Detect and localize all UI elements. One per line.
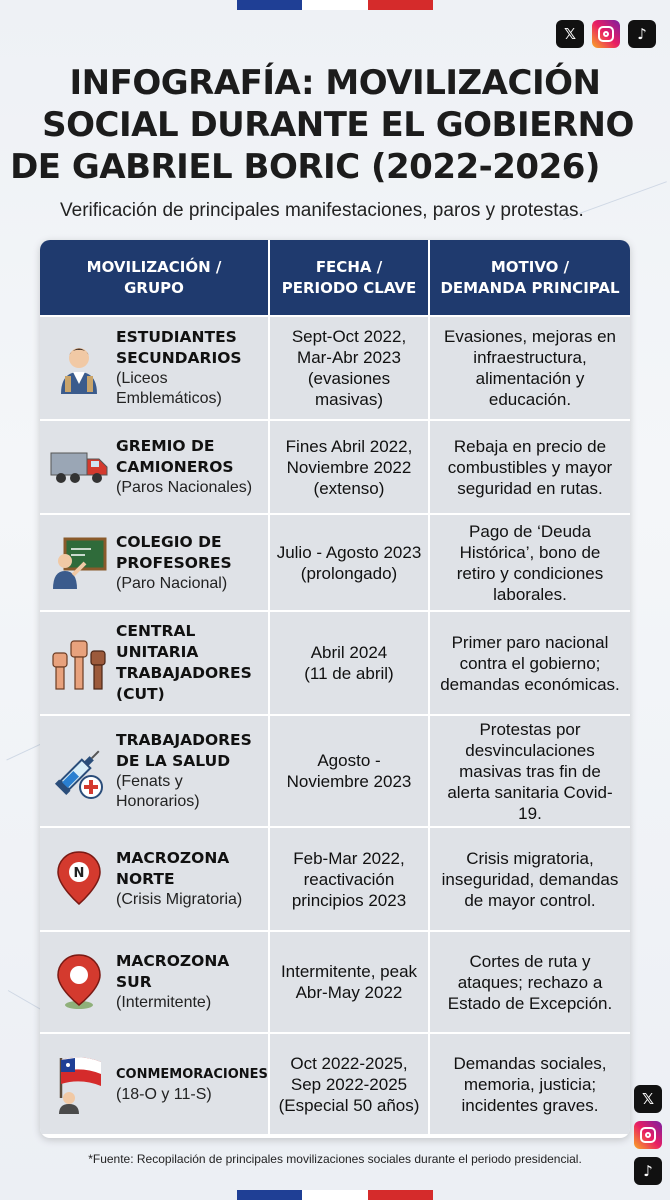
date-cell (270, 421, 430, 513)
svg-text:N: N (73, 866, 85, 881)
group-name: GREMIO DE CAMIONEROS (116, 437, 234, 476)
header-group: MOVILIZACIÓN / GRUPO (40, 240, 270, 315)
date-text: Intermitente, peak Abr-May 2022 (280, 962, 418, 1002)
group-subtitle: (Crisis Migratoria) (116, 891, 243, 908)
date-cell (270, 317, 430, 419)
group-cell (40, 515, 270, 610)
date-cell (270, 932, 430, 1032)
group-name: CONMEMORACIONES (116, 1066, 268, 1082)
title-line: DE GABRIEL BORIC (2022-2026) (10, 147, 600, 187)
flag-bar-bottom (237, 1190, 433, 1200)
tiktok-icon[interactable]: ♪ (628, 20, 656, 48)
motive-text: Crisis migratoria, inseguridad, demandas de mayor control. (441, 848, 619, 910)
motive-cell (430, 932, 630, 1032)
group-text (110, 1064, 268, 1105)
table-body (40, 315, 630, 1134)
date-text: Fines Abril 2022, Noviembre 2022 (extenso) (285, 436, 413, 498)
group-text (110, 848, 242, 910)
motive-text: Cortes de ruta y ataques; rechazo a Estado de Excepción. (447, 951, 613, 1013)
teacher-icon (48, 532, 110, 594)
motive-text: Evasiones, mejoras en infraestructura, alimentación y educación. (444, 327, 616, 409)
chile-flag-icon (48, 1053, 110, 1115)
table-row (40, 714, 630, 826)
flag-bar-top (237, 0, 433, 10)
instagram-icon[interactable] (592, 20, 620, 48)
page-title (0, 62, 670, 188)
group-cell (40, 421, 270, 513)
student-icon (48, 337, 110, 399)
date-cell (270, 515, 430, 610)
table-row (40, 610, 630, 714)
motive-cell (430, 1034, 630, 1134)
social-links-side (634, 1085, 662, 1185)
group-subtitle: (Fenats y Honorarios) (116, 773, 200, 810)
truck-icon (48, 436, 110, 498)
motive-cell (430, 317, 630, 419)
date-cell (270, 1034, 430, 1134)
social-links-top (556, 20, 656, 48)
motive-text: Primer paro nacional contra el gobierno; demandas económicas. (440, 632, 620, 694)
motive-cell (430, 716, 630, 826)
group-name: MACROZONA NORTE (116, 849, 230, 888)
motive-cell (430, 828, 630, 930)
motive-cell (430, 612, 630, 714)
date-text: Feb-Mar 2022, reactivación principios 2023 (291, 848, 407, 910)
date-cell (270, 612, 430, 714)
header-motive: MOTIVO / DEMANDA PRINCIPAL (430, 240, 630, 315)
page-subtitle: Verificación de principales manifestaciones, paros y protestas. (60, 200, 584, 221)
tiktok-icon[interactable]: ♪ (634, 1157, 662, 1185)
group-name: MACROZONA SUR (116, 952, 230, 991)
group-cell (40, 317, 270, 419)
group-subtitle: (18-O y 11-S) (116, 1085, 212, 1103)
group-name: COLEGIO DE PROFESORES (116, 532, 232, 572)
group-cell (40, 828, 270, 930)
motive-cell (430, 515, 630, 610)
table-row (40, 513, 630, 610)
title-line: INFOGRAFÍA: MOVILIZACIÓN (69, 63, 601, 103)
group-text (110, 951, 268, 1013)
raised-fists-icon (48, 632, 110, 694)
instagram-icon[interactable] (634, 1121, 662, 1149)
group-text (110, 730, 252, 812)
group-text (110, 436, 252, 498)
map-pin-south-icon (48, 951, 110, 1013)
table-row (40, 419, 630, 513)
source-footnote: *Fuente: Recopilación de principales movilizaciones sociales durante el periodo presidencial. (88, 1152, 582, 1166)
date-text: Abril 2024 (11 de abril) (304, 643, 394, 683)
group-name: TRABAJADORES DE LA SALUD (116, 731, 252, 770)
group-cell (40, 932, 270, 1032)
mobilization-table (40, 240, 630, 1138)
table-row (40, 826, 630, 930)
date-text: Sept-Oct 2022, Mar-Abr 2023 (evasiones masivas) (291, 327, 407, 409)
syringe-icon (48, 740, 110, 802)
date-cell (270, 828, 430, 930)
group-cell (40, 716, 270, 826)
group-cell (40, 612, 270, 714)
group-subtitle: (Intermitente) (116, 994, 212, 1011)
group-text (110, 327, 242, 409)
group-text (110, 621, 252, 705)
date-text: Julio - Agosto 2023 (prolongado) (276, 542, 422, 583)
x-icon[interactable]: 𝕏 (556, 20, 584, 48)
table-row (40, 315, 630, 419)
motive-text: Demandas sociales, memoria, justicia; incidentes graves. (453, 1053, 607, 1115)
header-date: FECHA / PERIODO CLAVE (270, 240, 430, 315)
group-subtitle: (Paro Nacional) (116, 574, 228, 592)
table-row (40, 930, 630, 1032)
x-icon[interactable]: 𝕏 (634, 1085, 662, 1113)
group-cell (40, 1034, 270, 1134)
group-name: CENTRAL UNITARIA TRABAJADORES (CUT) (116, 622, 252, 703)
motive-cell (430, 421, 630, 513)
motive-text: Rebaja en precio de combustibles y mayor seguridad en rutas. (447, 436, 613, 498)
group-text (110, 532, 232, 594)
group-subtitle: (Paros Nacionales) (116, 479, 253, 496)
group-subtitle: (Liceos Emblemáticos) (116, 370, 222, 407)
table-row (40, 1032, 630, 1134)
group-name: ESTUDIANTES SECUNDARIOS (116, 328, 242, 367)
motive-text: Pago de ‘Deuda Histórica’, bono de retiro y condiciones laborales. (456, 521, 604, 604)
motive-text: Protestas por desvinculaciones masivas tras fin de alerta sanitaria Covid-19. (447, 719, 613, 823)
title-line: SOCIAL DURANTE EL GOBIERNO (42, 105, 634, 145)
map-pin-north-icon (48, 848, 110, 910)
table-header (40, 240, 630, 315)
date-cell (270, 716, 430, 826)
date-text: Oct 2022-2025, Sep 2022-2025 (Especial 50 años) (278, 1053, 420, 1115)
date-text: Agosto - Noviembre 2023 (286, 751, 412, 791)
